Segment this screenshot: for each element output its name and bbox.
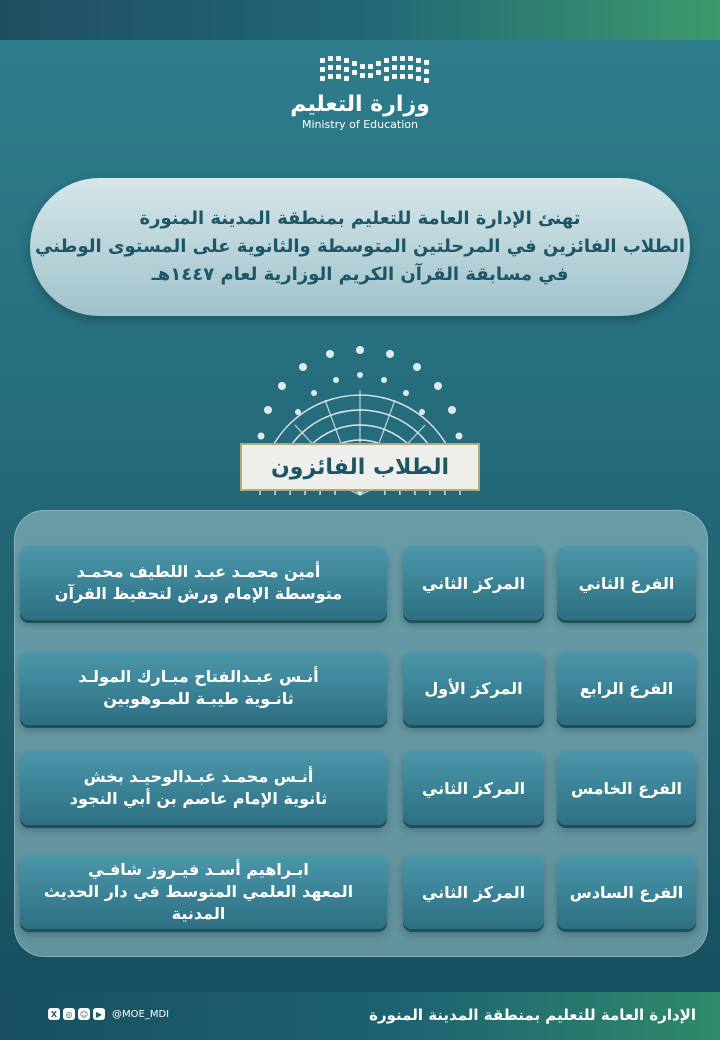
banner-line-1: تهنئ الإدارة العامة للتعليم بمنطقة المدينة المنورة xyxy=(139,208,581,229)
instagram-icon[interactable]: ◎ xyxy=(63,1008,75,1020)
section-title-box xyxy=(240,443,480,491)
section-title: الطلاب الفائزون xyxy=(271,454,449,480)
winner-4-rank: المركز الثاني xyxy=(403,855,544,929)
social-handle[interactable]: @MOE_MDI xyxy=(112,1008,170,1020)
winner-3-school: ثانوية الإمام عاصم بن أبي النجود xyxy=(69,789,328,808)
logo-name-arabic: وزارة التعليم xyxy=(290,92,430,117)
congratulation-banner xyxy=(30,178,690,316)
winner-1-card xyxy=(20,546,387,620)
winner-4-school: المعهد العلمي المتوسط في دار الحديث المدنية xyxy=(43,882,354,923)
top-decor-strip xyxy=(0,0,720,40)
social-links xyxy=(48,1008,169,1020)
winner-1-rank: المركز الثاني xyxy=(403,546,544,620)
footer-org-name: الإدارة العامة للتعليم بمنطقة المدينة المنورة xyxy=(369,1006,696,1024)
winner-3-branch: الفرع الخامس xyxy=(557,751,696,825)
winner-1-branch: الفرع الثاني xyxy=(557,546,696,620)
logo-name-english: Ministry of Education xyxy=(301,118,418,131)
banner-line-2: الطلاب الفائزين في المرحلتين المتوسطة والثانوية على المستوى الوطني xyxy=(34,236,686,257)
winner-2-card xyxy=(20,651,387,725)
winner-4-branch: الفرع السادس xyxy=(557,855,696,929)
winner-3-name: أنـس محمـد عبـدالوحيـد بخش xyxy=(83,767,314,786)
snapchat-icon[interactable]: ☺ xyxy=(79,1009,89,1019)
winner-2-school: ثانـوية طيبـة للمـوهوبين xyxy=(103,689,294,708)
banner-line-3: في مسابقة القرآن الكريم الوزارية لعام ١٤٤٧هـ xyxy=(151,264,569,285)
winner-2-branch: الفرع الرابع xyxy=(557,651,696,725)
winner-3-card xyxy=(20,751,387,825)
winner-4-card xyxy=(20,855,387,929)
winner-3-rank: المركز الثاني xyxy=(403,751,544,825)
x-icon[interactable]: X xyxy=(48,1008,60,1020)
winner-2-name: أنـس عبـدالفتاح مبـارك المولـد xyxy=(78,667,319,686)
winner-2-rank: المركز الأول xyxy=(403,651,544,725)
winner-1-school: متوسطة الإمام ورش لتحفيظ القرآن xyxy=(54,584,343,603)
winner-1-name: أمين محمـد عبـد اللطيف محمـد xyxy=(76,562,321,581)
winner-4-name: ابـراهيم أسـد فيـروز شافـي xyxy=(88,860,309,879)
youtube-icon[interactable]: ▶ xyxy=(93,1008,105,1020)
logo-dots-mark xyxy=(320,56,429,83)
